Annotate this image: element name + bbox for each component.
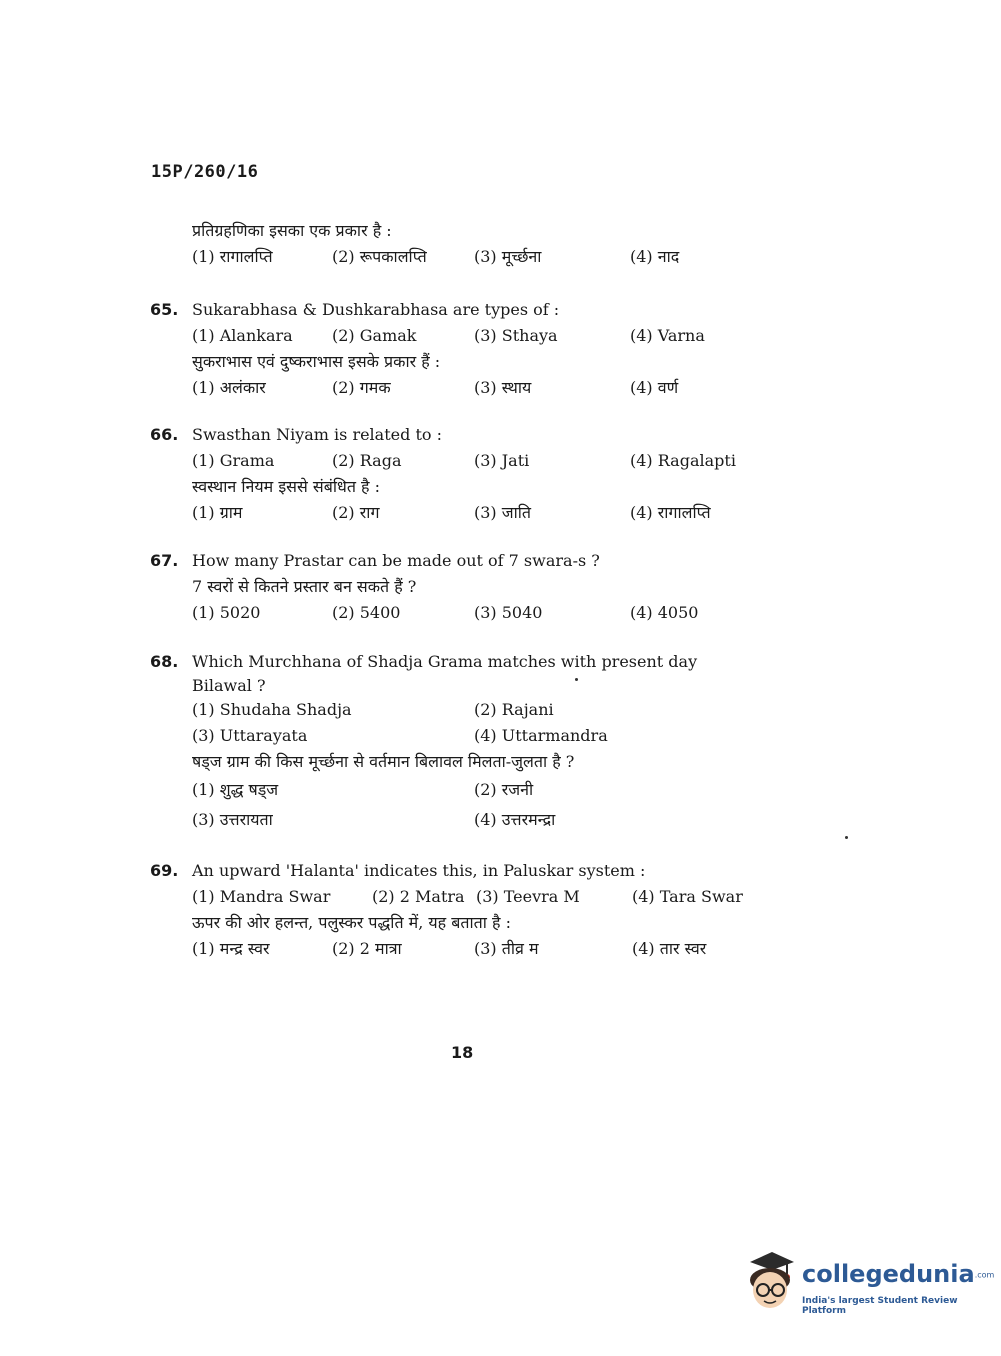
question-number: 65. <box>150 300 179 319</box>
question-text-continued: Bilawal ? <box>192 676 266 695</box>
hindi-option-1: (1) अलंकार <box>192 378 266 397</box>
option-1: (1) Shudaha Shadja <box>192 700 352 719</box>
logo-name: collegedunia <box>802 1260 975 1288</box>
question-number: 67. <box>150 551 179 570</box>
option-2: (2) Rajani <box>474 700 554 719</box>
carryover-question <box>150 218 790 270</box>
hindi-option-2: (2) गमक <box>332 378 391 397</box>
question-65 <box>150 297 790 401</box>
option-3: (3) Uttarayata <box>192 726 308 745</box>
hindi-option-3: (3) जाति <box>474 503 532 522</box>
question-number: 69. <box>150 861 179 880</box>
option-4: (4) Tara Swar <box>632 887 743 906</box>
hindi-option-1: (1) ग्राम <box>192 503 243 522</box>
scan-speck <box>575 678 578 681</box>
question-number: 66. <box>150 425 179 444</box>
question-hindi-text: ऊपर की ओर हलन्त, पलुस्कर पद्धति में, यह बताता है : <box>192 913 511 932</box>
carryover-option-4: (4) नाद <box>630 247 680 266</box>
option-2: (2) 2 Matra <box>372 887 465 906</box>
collegedunia-logo <box>742 1248 995 1318</box>
question-text: How many Prastar can be made out of 7 swara-s ? <box>192 551 600 570</box>
carryover-option-3: (3) मूर्च्छना <box>474 247 542 266</box>
question-text: Sukarabhasa & Dushkarabhasa are types of : <box>192 300 560 319</box>
option-2: (2) Raga <box>332 451 402 470</box>
option-3: (3) Sthaya <box>474 326 558 345</box>
option-3: (3) Jati <box>474 451 530 470</box>
hindi-option-1: (1) शुद्ध षड्ज <box>192 780 279 799</box>
question-number: 68. <box>150 652 179 671</box>
question-text: Swasthan Niyam is related to : <box>192 425 442 444</box>
carryover-option-2: (2) रूपकालप्ति <box>332 247 427 266</box>
question-68 <box>150 649 790 835</box>
logo-tagline: India's largest Student Review Platform <box>802 1296 958 1316</box>
question-hindi-text: 7 स्वरों से कितने प्रस्तार बन सकते हैं ? <box>192 577 417 596</box>
carryover-option-1: (1) रागालप्ति <box>192 247 273 266</box>
option-1: (1) Grama <box>192 451 275 470</box>
option-1: (1) 5020 <box>192 603 261 622</box>
option-3: (3) 5040 <box>474 603 543 622</box>
option-1: (1) Mandra Swar <box>192 887 331 906</box>
option-3: (3) Teevra M <box>476 887 580 906</box>
question-hindi-text: षड्ज ग्राम की किस मूर्च्छना से वर्तमान बिलावल मिलता-जुलता है ? <box>192 752 575 771</box>
option-1: (1) Alankara <box>192 326 293 345</box>
hindi-option-2: (2) राग <box>332 503 380 522</box>
hindi-option-3: (3) स्थाय <box>474 378 532 397</box>
question-66 <box>150 422 790 526</box>
question-text: An upward 'Halanta' indicates this, in Paluskar system : <box>192 861 646 880</box>
option-2: (2) Gamak <box>332 326 417 345</box>
carryover-hindi-text: प्रतिग्रहणिका इसका एक प्रकार है : <box>192 221 392 240</box>
option-2: (2) 5400 <box>332 603 401 622</box>
logo-suffix: .com <box>974 1270 995 1280</box>
mascot-icon <box>742 1250 800 1312</box>
scan-speck <box>845 836 848 839</box>
hindi-option-3: (3) तीव्र म <box>474 939 539 958</box>
hindi-option-4: (4) रागालप्ति <box>630 503 711 522</box>
question-67 <box>150 548 790 626</box>
logo-wordmark <box>802 1260 994 1288</box>
hindi-option-2: (2) रजनी <box>474 780 534 799</box>
option-4: (4) Ragalapti <box>630 451 736 470</box>
question-69 <box>150 858 790 962</box>
hindi-option-4: (4) उत्तरमन्द्रा <box>474 810 556 829</box>
hindi-option-3: (3) उत्तरायता <box>192 810 273 829</box>
hindi-option-2: (2) 2 मात्रा <box>332 939 402 958</box>
hindi-option-1: (1) मन्द्र स्वर <box>192 939 270 958</box>
hindi-option-4: (4) तार स्वर <box>632 939 707 958</box>
page-number: 18 <box>451 1043 474 1062</box>
option-4: (4) Uttarmandra <box>474 726 608 745</box>
question-text: Which Murchhana of Shadja Grama matches with present day <box>192 652 698 671</box>
option-4: (4) 4050 <box>630 603 699 622</box>
question-hindi-text: सुकराभास एवं दुष्कराभास इसके प्रकार हैं : <box>192 352 441 371</box>
question-hindi-text: स्वस्थान नियम इससे संबंधित है : <box>192 477 381 496</box>
hindi-option-4: (4) वर्ण <box>630 378 679 397</box>
paper-code: 15P/260/16 <box>151 162 259 182</box>
option-4: (4) Varna <box>630 326 705 345</box>
